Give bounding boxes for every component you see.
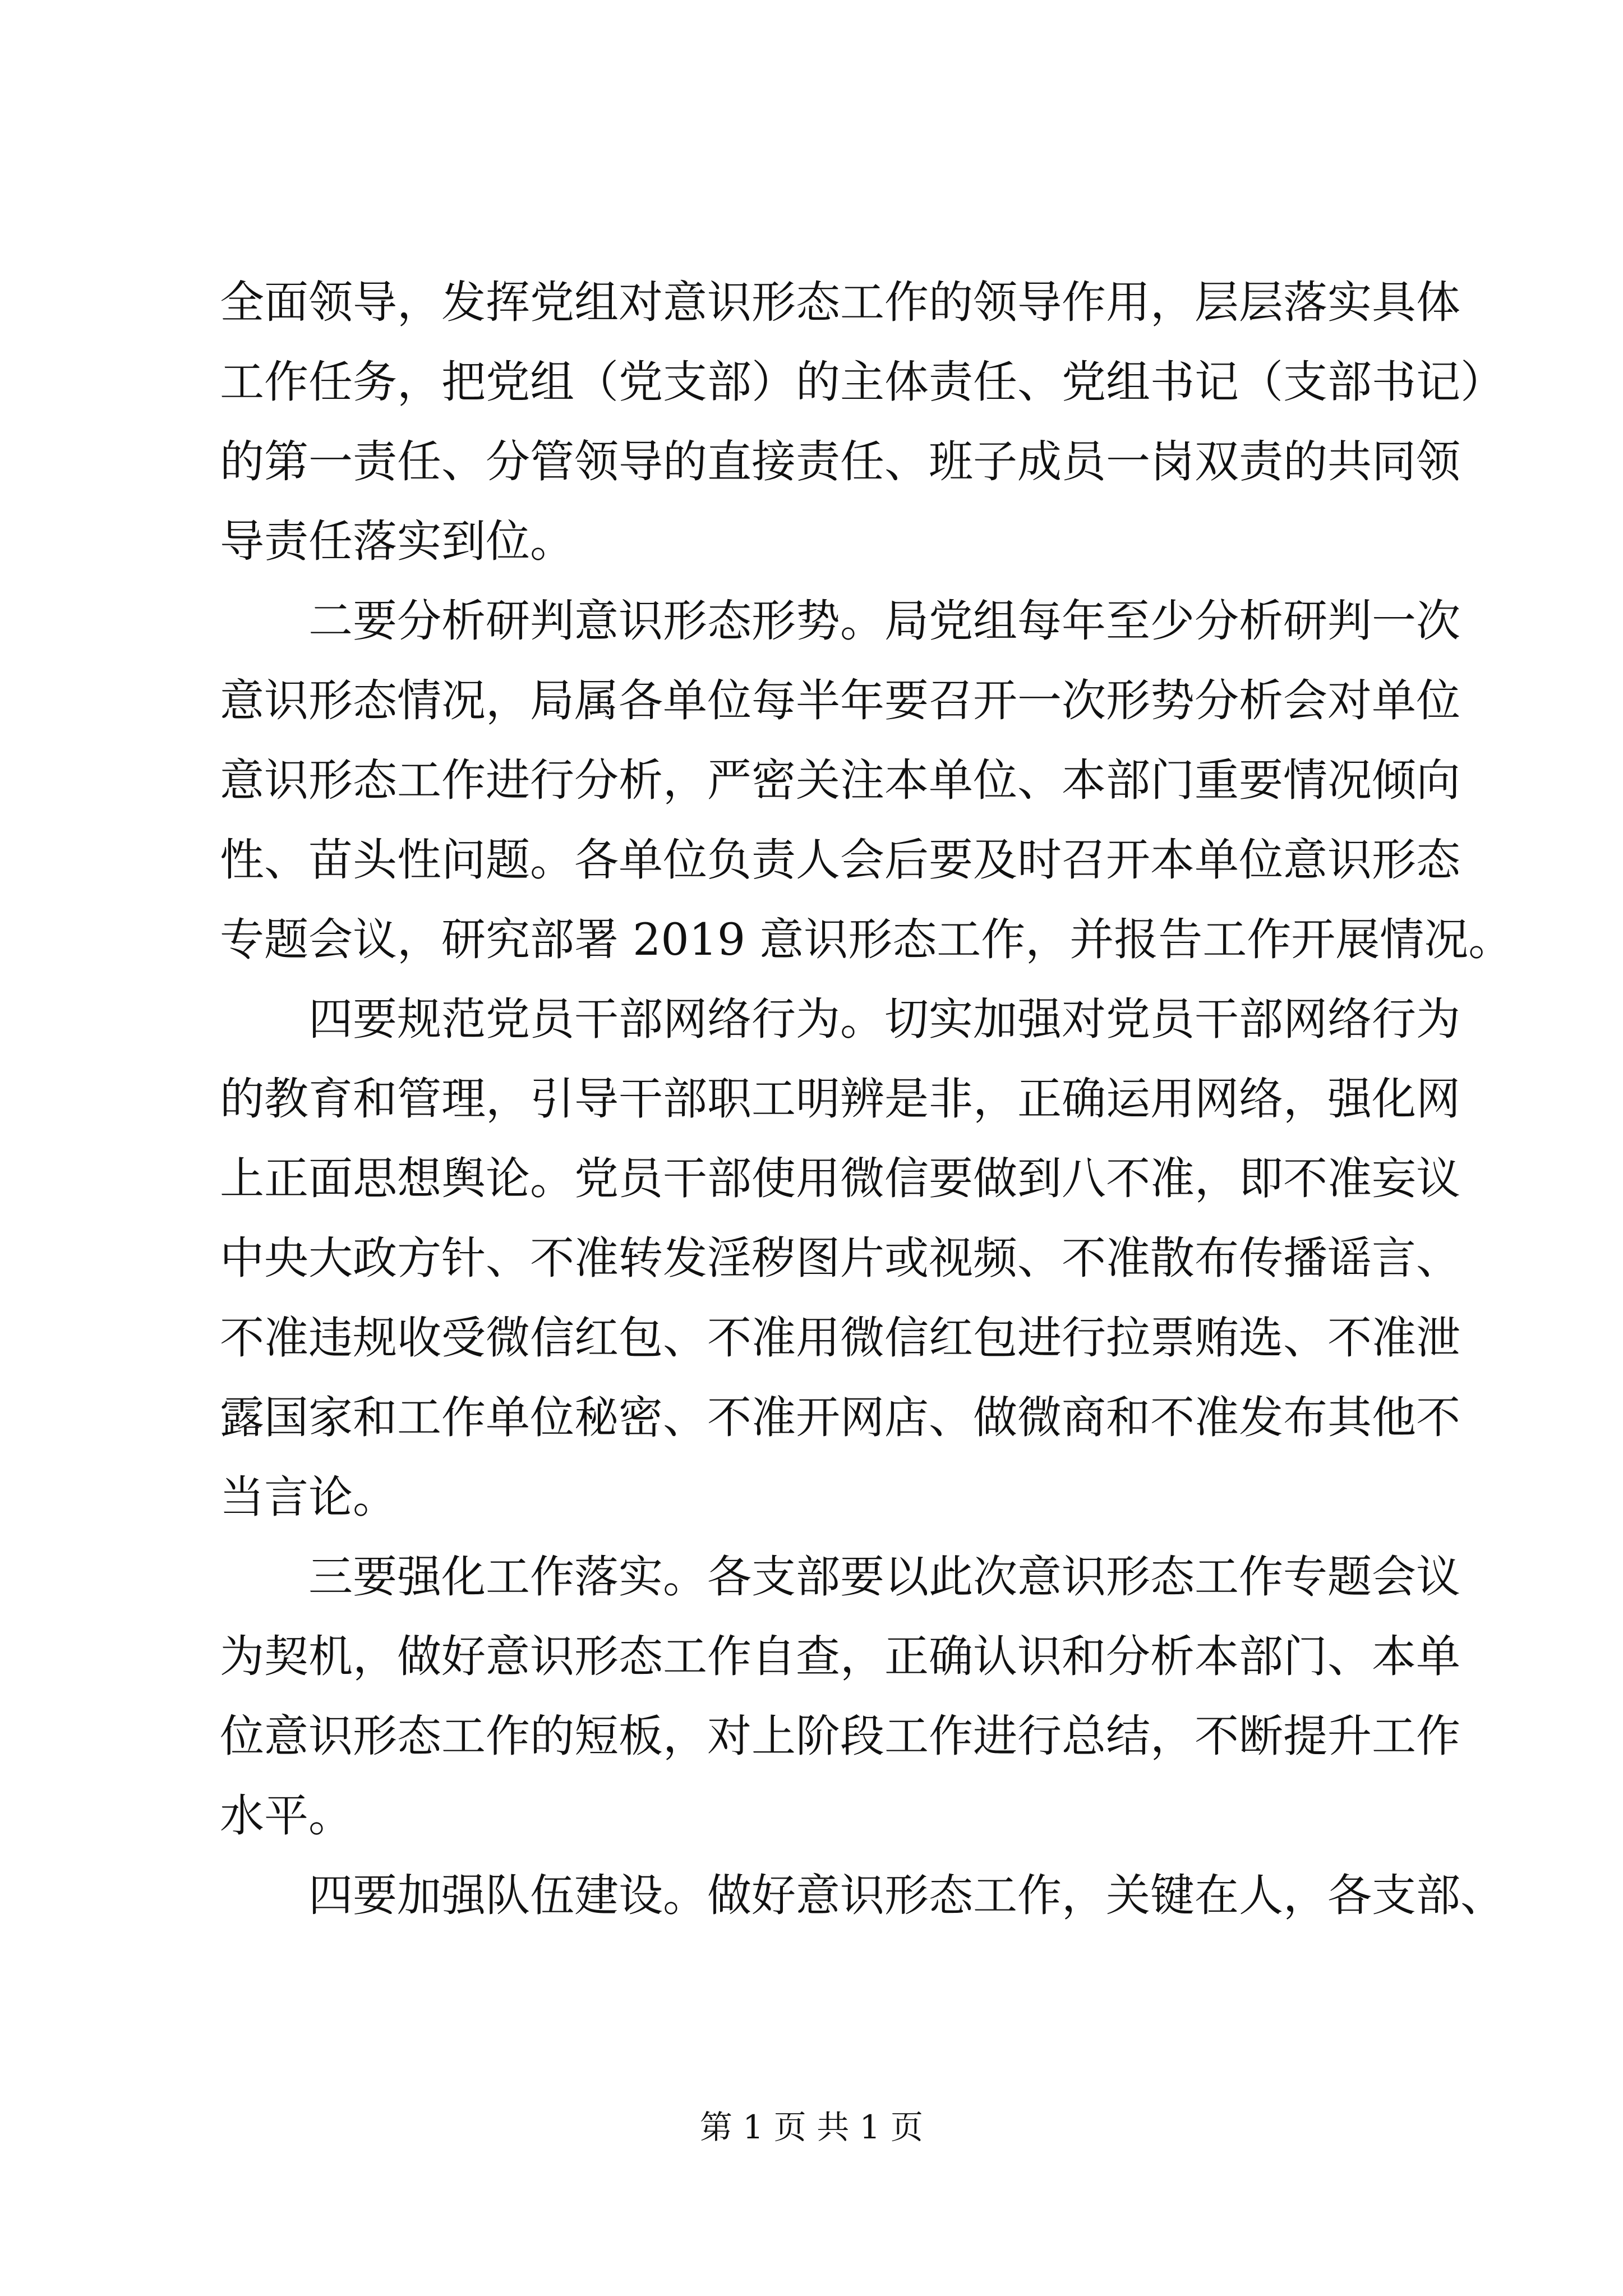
text-line: 专题会议，研究部署 2019 意识形态工作，并报告工作开展情况。	[220, 914, 1513, 965]
text-line: 工作任务，把党组（党支部）的主体责任、党组书记（支部书记）	[220, 356, 1505, 408]
text-line: 四要加强队伍建设。做好意识形态工作，关键在人，各支部、	[308, 1870, 1505, 1921]
text-line: 四要规范党员干部网络行为。切实加强对党员干部网络行为	[308, 993, 1460, 1045]
text-line: 位意识形态工作的短板，对上阶段工作进行总结，不断提升工作	[220, 1710, 1460, 1762]
text-line: 水平。	[220, 1790, 353, 1842]
document-body	[220, 263, 1513, 1935]
text-line: 二要分析研判意识形态形势。局党组每年至少分析研判一次	[308, 595, 1460, 647]
text-line: 性、苗头性问题。各单位负责人会后要及时召开本单位意识形态	[220, 834, 1460, 886]
text-line: 导责任落实到位。	[220, 516, 574, 567]
text-line: 当言论。	[220, 1471, 397, 1523]
text-line: 上正面思想舆论。党员干部使用微信要做到八不准，即不准妄议	[220, 1153, 1460, 1204]
text-line: 意识形态情况，局属各单位每半年要召开一次形势分析会对单位	[220, 675, 1460, 726]
text-line: 意识形态工作进行分析，严密关注本单位、本部门重要情况倾向	[220, 754, 1460, 806]
page-footer: 第 1 页 共 1 页	[700, 2108, 923, 2146]
text-line: 露国家和工作单位秘密、不准开网店、做微商和不准发布其他不	[220, 1392, 1460, 1443]
text-line: 中央大政方针、不准转发淫秽图片或视频、不准散布传播谣言、	[220, 1232, 1460, 1284]
text-line: 的第一责任、分管领导的直接责任、班子成员一岗双责的共同领	[220, 436, 1460, 487]
text-line: 不准违规收受微信红包、不准用微信红包进行拉票贿选、不准泄	[220, 1312, 1460, 1364]
text-line: 全面领导，发挥党组对意识形态工作的领导作用，层层落实具体	[220, 277, 1460, 328]
text-line: 三要强化工作落实。各支部要以此次意识形态工作专题会议	[308, 1551, 1460, 1603]
text-line: 的教育和管理，引导干部职工明辨是非，正确运用网络，强化网	[220, 1073, 1460, 1125]
text-line: 为契机，做好意识形态工作自查，正确认识和分析本部门、本单	[220, 1631, 1460, 1682]
